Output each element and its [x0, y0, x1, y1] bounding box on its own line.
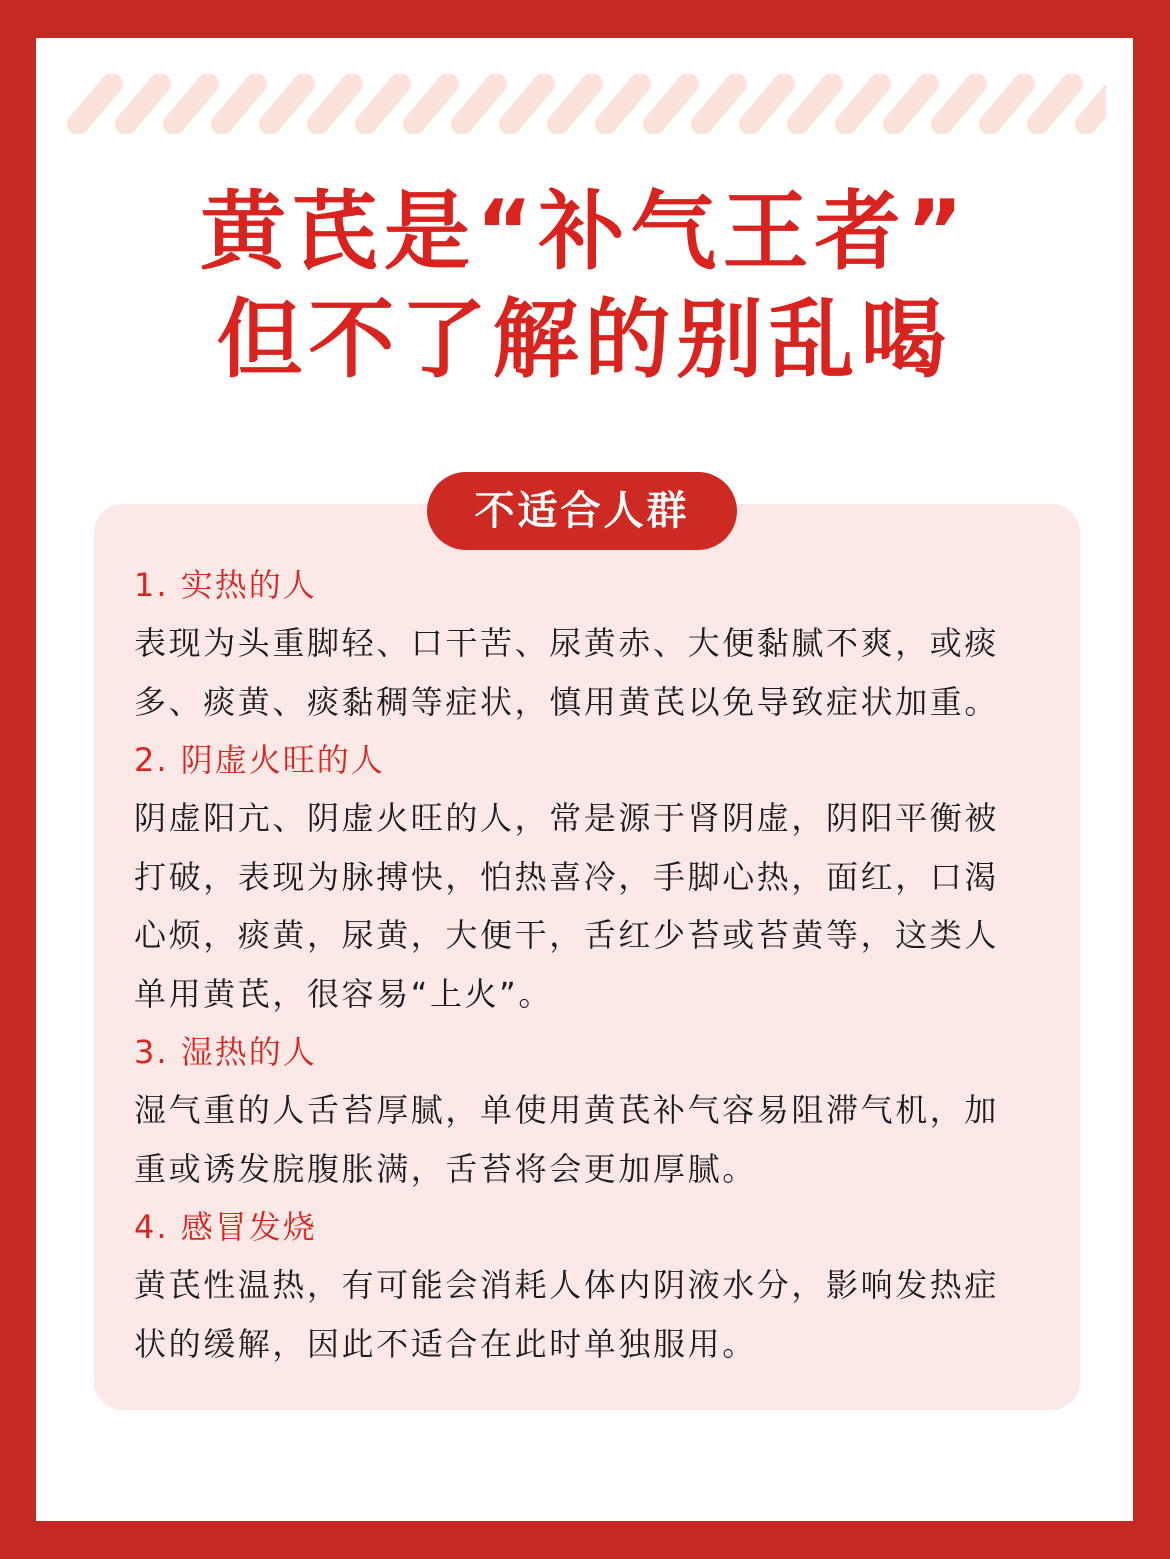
stripe: [606, 84, 640, 124]
stripe: [270, 84, 304, 124]
title-line-2: 但不了解的别乱喝: [216, 290, 953, 390]
body-line: 湿气重的人舌苔厚腻，单使用黄芪补气容易阻滞气机，加: [134, 1091, 1000, 1129]
section-heading: 3. 湿热的人: [134, 1033, 317, 1071]
body-line: 状的缓解，因此不适合在此时单独服用。: [134, 1324, 757, 1363]
body-line: 心烦，痰黄，尿黄，大便干，舌红少苔或苔黄等，这类人: [134, 916, 1000, 954]
stripe: [222, 84, 256, 124]
section-body: [134, 1256, 1054, 1373]
section-item: [134, 731, 1054, 1023]
stripe: [654, 84, 688, 124]
decorative-stripes: [64, 74, 1106, 134]
stripe: [126, 84, 160, 124]
section-heading: 2. 阴虚火旺的人: [134, 741, 385, 779]
section-body: [134, 614, 1054, 731]
stripe: [702, 84, 736, 124]
stripe: [1038, 84, 1072, 124]
paper-area: [36, 38, 1133, 1521]
stripe: [942, 84, 976, 124]
section-body: [134, 1081, 1054, 1198]
stripe: [1086, 84, 1106, 124]
body-line: 阴虚阳亢、阴虚火旺的人，常是源于肾阴虚，阴阳平衡被: [134, 799, 1000, 837]
stripe: [750, 84, 784, 124]
section-item: [134, 1198, 1054, 1373]
section-heading: 4. 感冒发烧: [134, 1208, 317, 1246]
body-line: 表现为头重脚轻、口干苦、尿黄赤、大便黏腻不爽，或痰: [134, 624, 1000, 662]
body-line: 打破，表现为脉搏快，怕热喜冷，手脚心热，面红，口渴: [134, 857, 1000, 896]
section-heading: 1. 实热的人: [134, 566, 317, 604]
stripe: [414, 84, 448, 124]
stripe: [462, 84, 496, 124]
content-list: [134, 556, 1054, 1373]
section-item: [134, 556, 1054, 731]
body-line: 多、痰黄、痰黏稠等症状，慎用黄芪以免导致症状加重。: [134, 682, 1000, 721]
stripe: [510, 84, 544, 124]
section-badge: 不适合人群: [427, 472, 737, 550]
section-item: [134, 1023, 1054, 1198]
stripe: [894, 84, 928, 124]
stripe: [798, 84, 832, 124]
section-body: [134, 789, 1054, 1023]
stripe: [846, 84, 880, 124]
stripe: [78, 84, 112, 124]
stripe: [990, 84, 1024, 124]
stripe: [366, 84, 400, 124]
stripe: [174, 84, 208, 124]
stripe: [558, 84, 592, 124]
body-line: 黄芪性温热，有可能会消耗人体内阴液水分，影响发热症: [134, 1266, 1000, 1304]
page-title: [36, 178, 1133, 394]
body-line: 单用黄芪，很容易“上火”。: [134, 974, 553, 1013]
title-line-1: 黄芪是“补气王者”: [199, 182, 970, 282]
body-line: 重或诱发脘腹胀满，舌苔将会更加厚腻。: [134, 1149, 757, 1188]
stripe: [318, 84, 352, 124]
